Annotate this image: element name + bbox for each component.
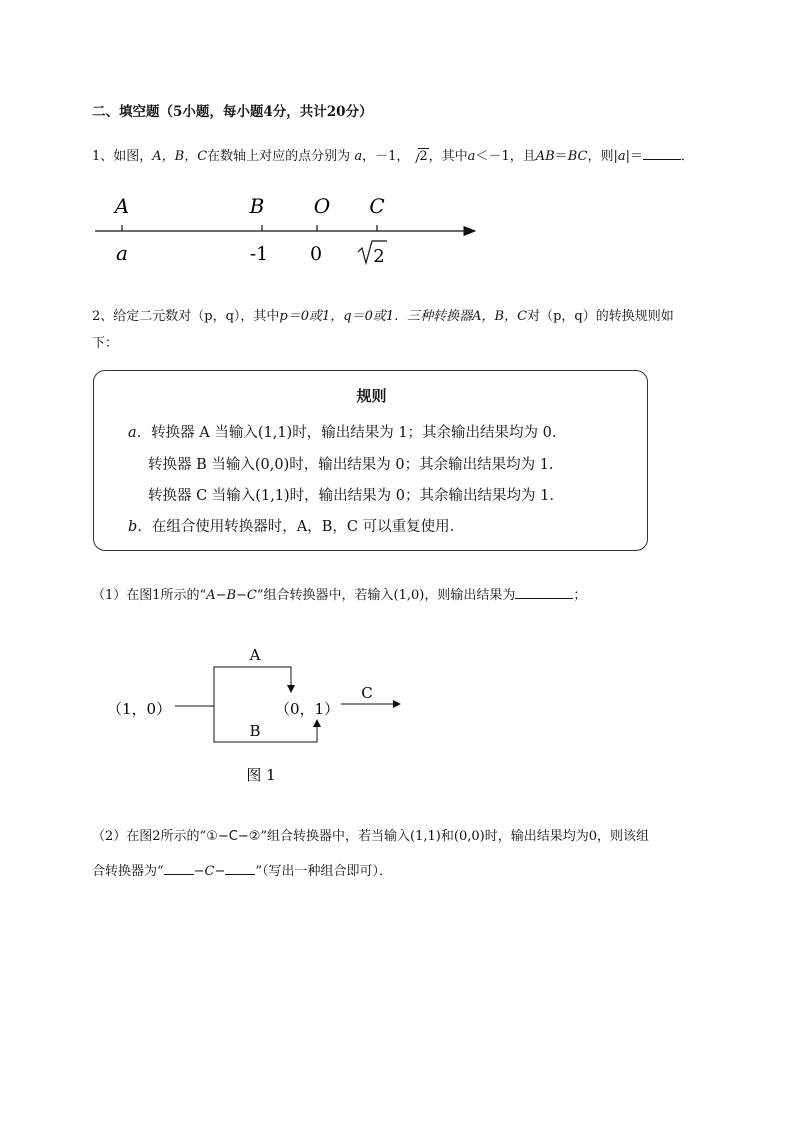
figure-input-label: （1，0）: [107, 700, 172, 718]
figure-label-a: A: [249, 646, 261, 664]
sub-question-1: （1）在图1所示的“A−B−C”组合转换器中，若输入(1,0)，则输出结果为 ；: [92, 588, 587, 603]
value-a: a: [116, 241, 128, 265]
answer-blank-second[interactable]: [225, 862, 255, 875]
figure-mid-label: （0，1）: [275, 700, 340, 718]
rules-title: 规则: [356, 387, 387, 405]
answer-blank[interactable]: [643, 147, 681, 160]
value-minus-one: -1: [249, 243, 269, 265]
section-heading: 二、填空题（5小题，每小题4分，共计20分）: [92, 104, 373, 120]
figure-label-c: C: [361, 684, 373, 702]
rule-a-line-2: 转换器 B 当输入(0,0)时，输出结果为 0；其余输出结果均为 1.: [148, 457, 554, 473]
rules-box: [93, 370, 648, 551]
question-1-text: 1、如图，A，B，C在数轴上对应的点分别为 a，－1， 2，其中a＜－1，且AB＝BC，则|a|＝ ．: [92, 149, 694, 164]
sqrt-two: 2: [409, 149, 428, 164]
sub-question-2-line-1: （2）在图2所示的“①−C−②”组合转换器中，若当输入(1,1)和(0,0)时，输出结果均为0，则该组: [92, 829, 650, 844]
number-line: [85, 188, 485, 273]
figure-label-b: B: [249, 722, 261, 740]
figure-1-diagram: [95, 640, 425, 790]
rule-a-line-3: 转换器 C 当输入(1,1)时，输出结果为 0；其余输出结果均为 1.: [148, 488, 554, 504]
label-point-o: O: [313, 194, 331, 218]
value-zero: 0: [309, 243, 323, 265]
answer-blank-first[interactable]: [164, 862, 194, 875]
question-2-line-1: 2、给定二元数对（p，q），其中p＝0或1，q＝0或1．三种转换器A，B，C对（p，q）的转换规则如: [92, 309, 674, 324]
label-point-a: A: [114, 194, 130, 218]
sub-question-2-line-2: 合转换器为“ −C− ”（写出一种组合即可）．: [92, 864, 393, 879]
figure-caption: 图 1: [246, 766, 276, 784]
label-point-b: B: [249, 194, 265, 218]
label-point-c: C: [369, 194, 385, 218]
rule-a-line-1: a．转换器 A 当输入(1,1)时，输出结果为 1；其余输出结果均为 0.: [128, 425, 557, 441]
rule-b-line: b．在组合使用转换器时，A，B，C 可以重复使用.: [128, 519, 455, 535]
question-2-line-2: 下：: [92, 336, 119, 351]
value-sqrt-two: 2: [373, 246, 385, 267]
answer-blank[interactable]: [515, 586, 573, 599]
